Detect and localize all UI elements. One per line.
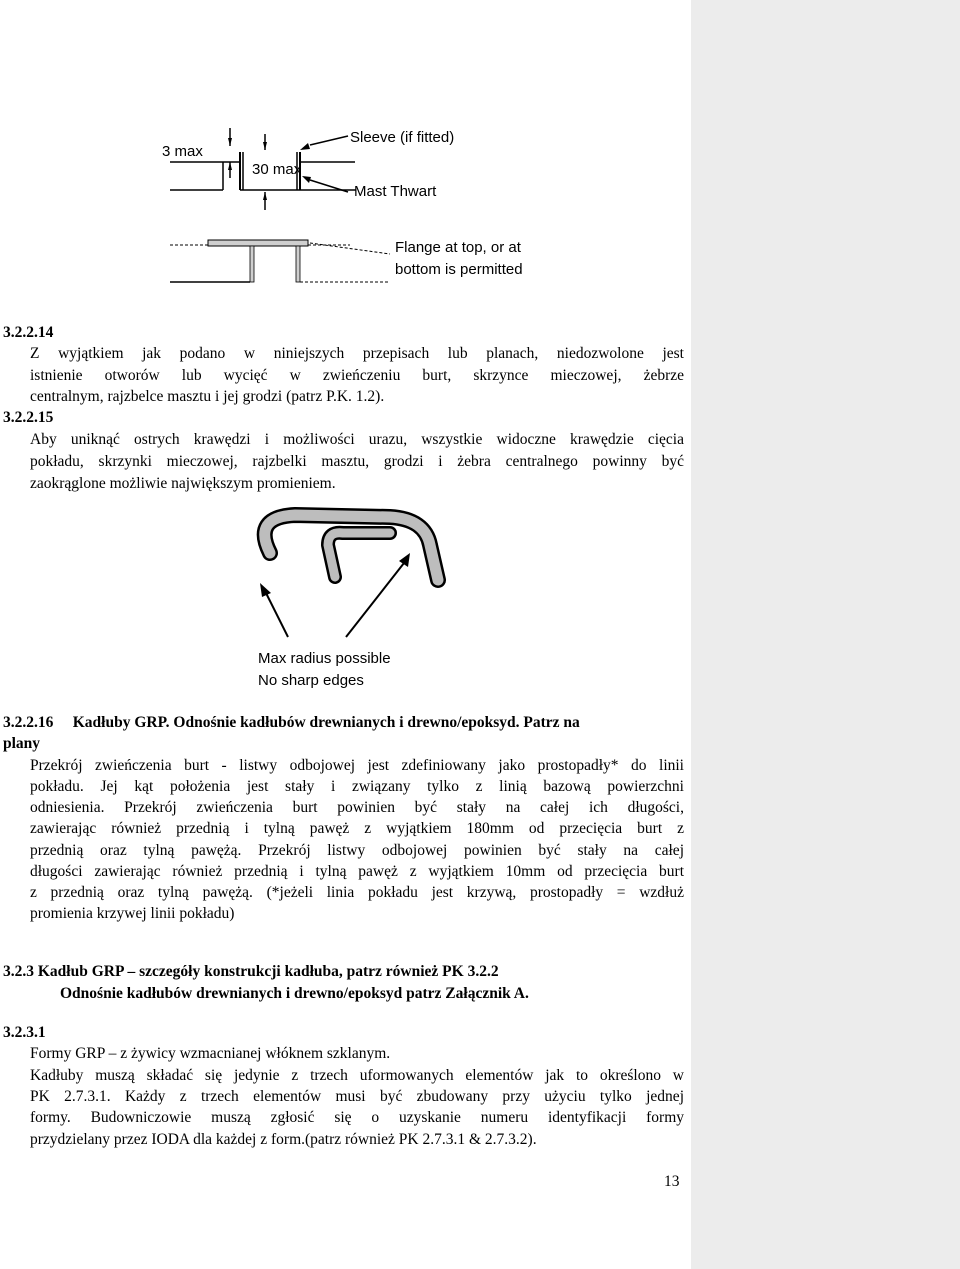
section-3-2-2-16-line-8: promienia krzywej linii pokładu): [30, 905, 235, 922]
mast-thwart-diagram: [160, 120, 560, 285]
label-30max: 30 max: [252, 161, 302, 178]
section-3-2-2-16-line-6: długości zawierając również przednią i tylną pawęż z wyjątkiem 10mm od przecięcia burt: [30, 863, 684, 880]
label-3max: 3 max: [162, 143, 203, 160]
comment-margin-panel: [691, 0, 960, 1269]
page-number: 13: [664, 1173, 680, 1190]
section-3-2-2-16-line-3: odniesienia. Przekrój zwieńczenia burt powinien być stały na całej ich długości,: [30, 799, 684, 816]
caption-no-sharp-edges: No sharp edges: [258, 672, 364, 689]
section-3-2-2-14-heading: 3.2.2.14: [3, 324, 54, 341]
section-3-2-2-16-line-1: Przekrój zwieńczenia burt - listwy odbojowej jest zdefiniowany jako prostopadły* do linii: [30, 757, 684, 774]
section-3-2-3-heading: 3.2.3 Kadłub GRP – szczegóły konstrukcji kadłuba, patrz również PK 3.2.2: [3, 963, 499, 980]
section-3-2-2-15-line-2: pokładu, skrzynki mieczowej, rajzbelki masztu, grodzi i żebra centralnego powinny być: [30, 453, 684, 470]
label-sleeve: Sleeve (if fitted): [350, 129, 455, 146]
section-3-2-2-16-line-2: pokładu. Jej kąt położenia jest stały i związany tylko z linią bazową powierzchni: [30, 778, 684, 795]
section-3-2-3-1-line-5: przydzielany przez IODA dla każdej z form.(patrz również PK 2.7.3.1 & 2.7.3.2).: [30, 1131, 537, 1148]
section-3-2-2-16-line-5: przednią oraz tylną pawężą. Przekrój listwy odbojowej powinien być stały na całej: [30, 842, 684, 859]
section-3-2-2-16-line-7: z przednią oraz tylną pawężą. (*jeżeli linia pokładu jest krzywą, prostopadły = wzdłuż: [30, 884, 684, 901]
section-3-2-3-1-line-1: Formy GRP – z żywicy wzmacnianej włóknem szklanym.: [30, 1045, 391, 1062]
label-mast-thwart: Mast Thwart: [354, 183, 437, 200]
section-3-2-3-1-line-3: PK 2.7.3.1. Każdy z trzech elementów musi być zbudowany przy użyciu tylko jednej: [30, 1088, 684, 1105]
section-3-2-2-14-line-3: centralnym, rajzbelce masztu i jej grodzi (patrz P.K. 1.2).: [30, 388, 385, 405]
section-3-2-2-15-heading: 3.2.2.15: [3, 409, 54, 426]
section-3-2-2-16-heading-wrap: plany: [3, 735, 41, 752]
label-flange-2: bottom is permitted: [395, 261, 523, 278]
section-3-2-2-15-line-3: zaokrąglone możliwie największym promieniem.: [30, 475, 336, 492]
rounded-edges-diagram: [240, 505, 460, 695]
section-3-2-2-14-line-1: Z wyjątkiem jak podano w niniejszych przepisach lub planach, niedozwolone jest: [30, 345, 684, 362]
section-3-2-2-16-heading: 3.2.2.16 Kadłuby GRP. Odnośnie kadłubów drewnianych i drewno/epoksyd. Patrz na: [3, 714, 580, 731]
section-3-2-2-15-line-1: Aby uniknąć ostrych krawędzi i możliwości urazu, wszystkie widoczne krawędzie cięcia: [30, 431, 684, 448]
section-3-2-3-1-heading: 3.2.3.1: [3, 1024, 46, 1041]
caption-max-radius: Max radius possible: [258, 650, 391, 667]
section-3-2-3-heading-2: Odnośnie kadłubów drewnianych i drewno/epoksyd patrz Załącznik A.: [60, 985, 529, 1002]
label-flange-1: Flange at top, or at: [395, 239, 521, 256]
section-3-2-2-16-line-4: zawierając również przednią i tylną pawęż z wyjątkiem 180mm od przecięcia burt z: [30, 820, 684, 837]
section-3-2-3-1-line-2: Kadłuby muszą składać się jedynie z trzech uformowanych elementów jak to określono w: [30, 1067, 684, 1084]
section-3-2-3-1-line-4: formy. Budowniczowie muszą zgłosić się o uzyskanie numeru identyfikacji formy: [30, 1109, 684, 1126]
section-3-2-2-14-line-2: istnienie otworów lub wycięć w zwieńczeniu burt, skrzynce mieczowej, żebrze: [30, 367, 684, 384]
